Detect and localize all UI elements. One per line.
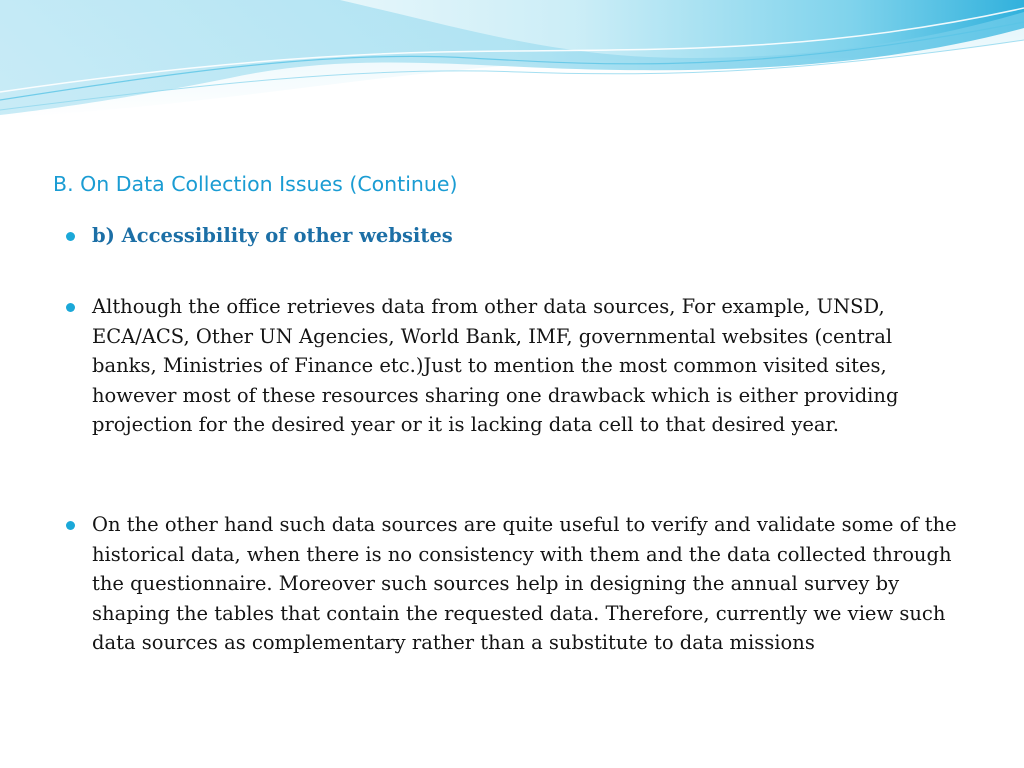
bullet-dot-icon (66, 521, 75, 530)
bullet-body-text: On the other hand such data sources are quite useful to verify and validate some of the historical data, when there is no consistency with them and the data collected through the questionnaire. Moreover such sources help in designing the annual survey by shaping the tables that contain the requested data. Therefore, currently we view such data sources as complementary rather than a substitute to data missions (92, 513, 957, 654)
bullet-dot-icon (66, 303, 75, 312)
wave-header-decoration (0, 0, 1024, 130)
slide-title: B. On Data Collection Issues (Continue) (53, 172, 458, 196)
bullet-heading-text: b) Accessibility of other websites (92, 224, 453, 247)
bullet-body-text: Although the office retrieves data from other data sources, For example, UNSD, ECA/ACS, Other UN Agencies, World Bank, IMF, governmental websites (central banks, Ministries of Finance etc.)Just to mention the most common visited sites, however most of these resources sharing one drawback which is either providing projection for the desired year or it is lacking data cell to that desired year. (92, 295, 899, 436)
bullet-dot-icon (66, 232, 75, 241)
